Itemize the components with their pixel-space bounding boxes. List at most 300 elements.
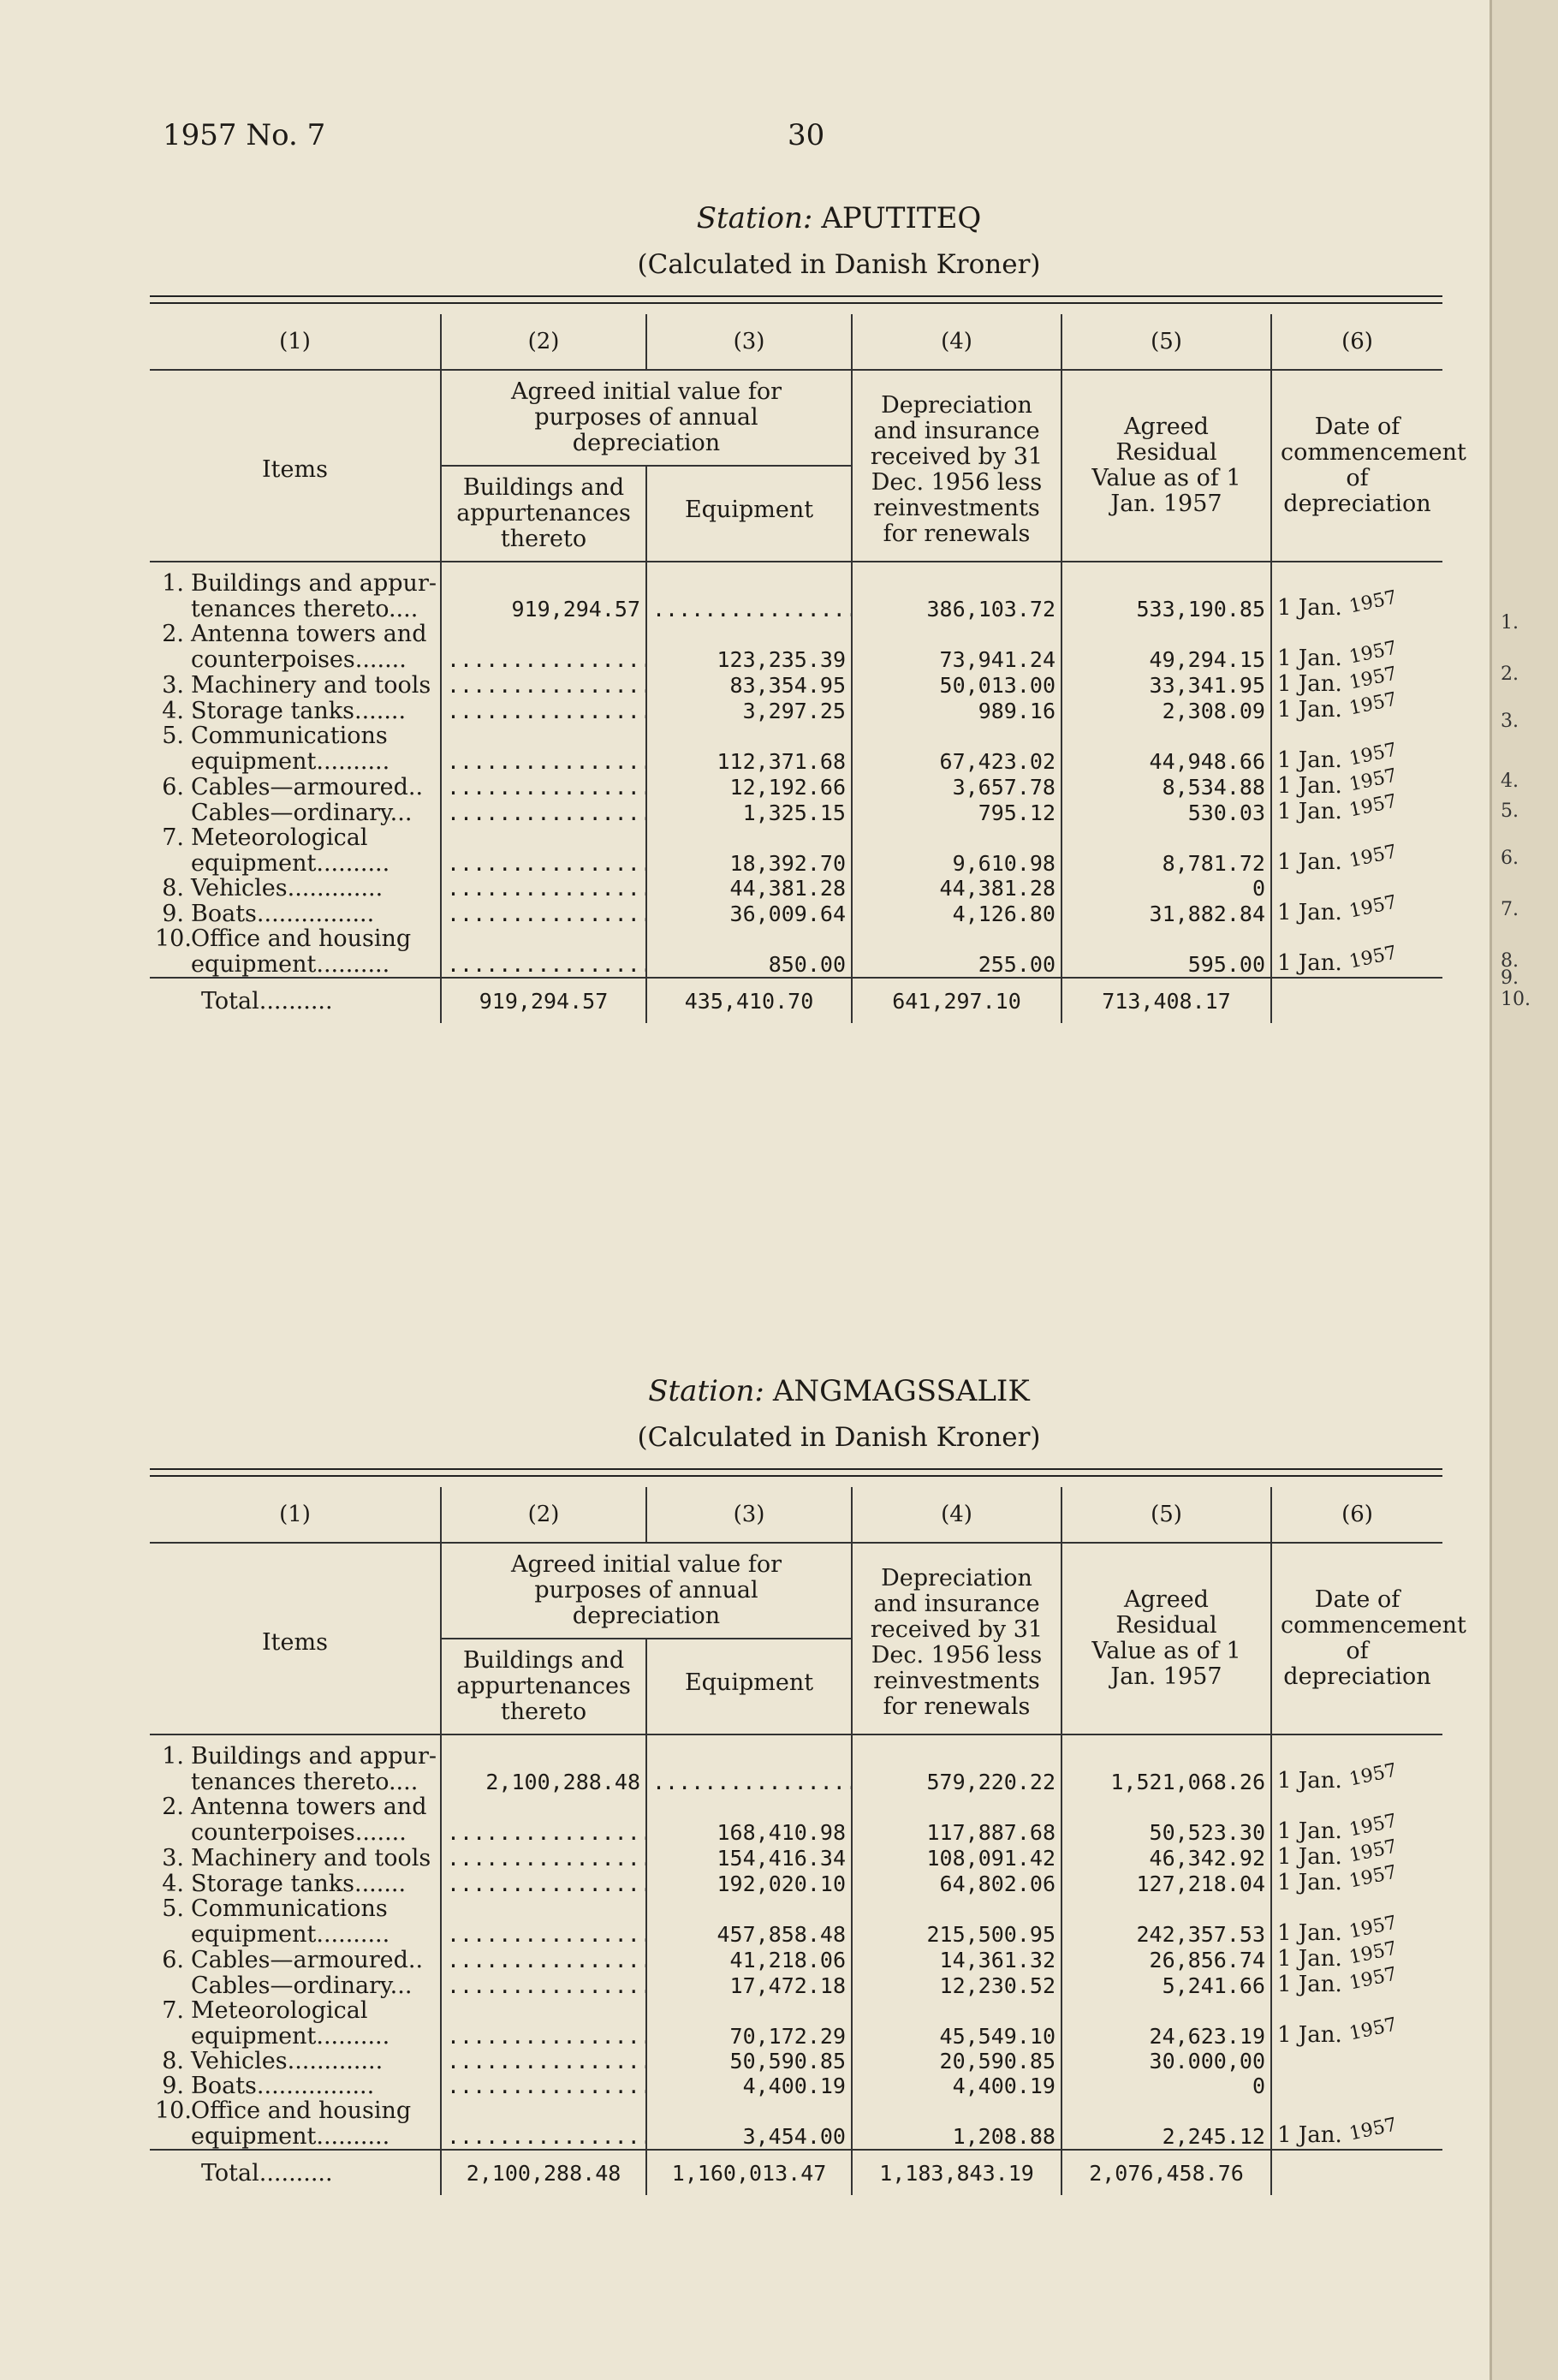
equipment-header: Equipment (646, 1639, 852, 1734)
table-row (150, 774, 1442, 800)
buildings-value-dotted (441, 800, 646, 825)
date-cell (1271, 765, 1442, 800)
equipment-value (646, 2098, 852, 2123)
station-title (235, 201, 1442, 235)
equipment-value (646, 825, 852, 850)
item-index: 9. (162, 2074, 184, 2098)
item-label: Machinery and tools (191, 672, 431, 698)
buildings-value-dotted (441, 2123, 646, 2150)
equipment-value: 168,410.98 (646, 1819, 852, 1845)
buildings-value (441, 1896, 646, 1921)
equipment-value-dotted (646, 1769, 852, 1794)
buildings-value-dotted (441, 2023, 646, 2049)
date-cell (1271, 790, 1442, 825)
buildings-value (441, 622, 646, 646)
date-value: 1 Jan. (1277, 646, 1350, 671)
items-header: Items (150, 370, 441, 562)
residual-value: 530.03 (1061, 800, 1271, 825)
date-value: 1 Jan. (1277, 671, 1350, 697)
residual-value (1061, 571, 1271, 596)
page-header (163, 118, 1447, 152)
item-cell (150, 951, 441, 978)
item-cell (150, 1794, 441, 1819)
date-cell (1271, 1912, 1442, 1947)
table-row (150, 723, 1442, 748)
date-cell (1271, 2074, 1442, 2098)
date-year: 1957 (1347, 841, 1400, 872)
buildings-value-dotted (441, 901, 646, 926)
item-label: Communications (191, 1896, 388, 1921)
item-index: 10. (155, 2098, 192, 2123)
item-index: 8. (162, 2049, 184, 2074)
table-row (150, 800, 1442, 825)
item-label: Meteorological (191, 825, 368, 850)
equipment-value (646, 1998, 852, 2023)
buildings-value-dotted (441, 850, 646, 876)
residual-value: 1,521,068.26 (1061, 1769, 1271, 1794)
residual-value: 242,357.53 (1061, 1921, 1271, 1947)
table-row (150, 876, 1442, 901)
table-row (150, 926, 1442, 951)
column-number: (4) (852, 314, 1061, 370)
date-value: 1 Jan. (1277, 1920, 1350, 1946)
table-row (150, 850, 1442, 876)
total-buildings: 919,294.57 (441, 978, 646, 1023)
residual-value (1061, 622, 1271, 646)
date-cell (1271, 942, 1442, 978)
table-row (150, 825, 1442, 850)
date-year: 1957 (1347, 739, 1400, 771)
equipment-value: 83,354.95 (646, 672, 852, 698)
column-number: (4) (852, 1487, 1061, 1543)
date-year: 1957 (1347, 663, 1400, 694)
residual-value: 2,245.12 (1061, 2123, 1271, 2150)
item-cell (150, 825, 441, 850)
column-number: (3) (646, 1487, 852, 1543)
station-subtitle: (Calculated in Danish Kroner) (637, 249, 1041, 280)
item-label: Antenna towers and (191, 1794, 427, 1819)
table-row (150, 1871, 1442, 1896)
residual-value: 533,190.85 (1061, 596, 1271, 622)
date-year: 1957 (1347, 891, 1400, 923)
residual-value (1061, 1744, 1271, 1769)
buildings-value (441, 723, 646, 748)
table-row (150, 698, 1442, 723)
item-label: Vehicles............. (191, 876, 384, 901)
date-value: 1 Jan. (1277, 1870, 1350, 1895)
column-number: (3) (646, 314, 852, 370)
date-value: 1 Jan. (1277, 1844, 1350, 1870)
buildings-value-dotted (441, 1921, 646, 1947)
total-residual: 2,076,458.76 (1061, 2150, 1271, 2195)
buildings-value-dotted (441, 876, 646, 901)
date-cell (1271, 1937, 1442, 1972)
residual-value: 49,294.15 (1061, 646, 1271, 672)
date-year: 1957 (1347, 765, 1400, 796)
item-label: Storage tanks....... (191, 1871, 407, 1896)
depreciation-value: 73,941.24 (852, 646, 1061, 672)
equipment-value-dotted (646, 596, 852, 622)
item-index: 4. (162, 698, 184, 723)
date-cell (1271, 2049, 1442, 2074)
page-number: 30 (788, 118, 825, 152)
depreciation-value: 20,590.85 (852, 2049, 1061, 2074)
date-cell (1271, 663, 1442, 698)
header-row (150, 1543, 1442, 1639)
date-value: 1 Jan. (1277, 1972, 1350, 1997)
date-value: 1 Jan. (1277, 747, 1350, 773)
station-name: APUTITEQ (821, 201, 982, 235)
item-index: 6. (162, 774, 184, 800)
depreciation-value (852, 2098, 1061, 2123)
equipment-value: 457,858.48 (646, 1921, 852, 1947)
item-cell (150, 2123, 441, 2150)
item-index: 7. (162, 825, 184, 850)
equipment-value: 154,416.34 (646, 1845, 852, 1871)
column-number: (2) (441, 1487, 646, 1543)
residual-value: 46,342.92 (1061, 1845, 1271, 1871)
date-year: 1957 (1347, 688, 1400, 720)
depreciation-value: 4,400.19 (852, 2074, 1061, 2098)
depreciation-value: 989.16 (852, 698, 1061, 723)
edge-page-mark: 10. (1501, 989, 1531, 1010)
date-header: Date of commencement of depreciation (1271, 370, 1442, 562)
station-label: Station: (696, 201, 813, 235)
equipment-value: 1,325.15 (646, 800, 852, 825)
depreciation-table (150, 314, 1466, 1023)
buildings-value-dotted (441, 1947, 646, 1972)
item-cell (150, 901, 441, 926)
table-row (150, 1921, 1442, 1947)
equipment-value (646, 571, 852, 596)
total-equipment: 435,410.70 (646, 978, 852, 1023)
edge-page-mark: 2. (1501, 663, 1519, 685)
residual-header: Agreed Residual Value as of 1 Jan. 1957 (1061, 370, 1271, 562)
date-value: 1 Jan. (1277, 2022, 1350, 2048)
date-value: 1 Jan. (1277, 1946, 1350, 1972)
table-row (150, 1845, 1442, 1871)
date-cell (1271, 688, 1442, 723)
depreciation-table (150, 1487, 1466, 2195)
buildings-value-dotted (441, 1845, 646, 1871)
edge-page-mark: 8. (1501, 950, 1519, 972)
item-cell (150, 571, 441, 596)
item-cell (150, 1744, 441, 1769)
item-label: Boats................ (191, 2074, 375, 2098)
item-label: Office and housing (191, 2098, 412, 2123)
residual-value (1061, 1998, 1271, 2023)
total-date (1271, 978, 1442, 1023)
depreciation-value (852, 723, 1061, 748)
equipment-value: 112,371.68 (646, 748, 852, 774)
equipment-value: 18,392.70 (646, 850, 852, 876)
total-label: Total.......... (150, 978, 441, 1023)
table-row (150, 951, 1442, 978)
date-value: 1 Jan. (1277, 2122, 1350, 2148)
item-index: 9. (162, 901, 184, 926)
buildings-value-dotted (441, 672, 646, 698)
equipment-value (646, 723, 852, 748)
depreciation-value: 3,657.78 (852, 774, 1061, 800)
edge-page-mark: 3. (1501, 711, 1519, 732)
column-number: (5) (1061, 314, 1271, 370)
item-index: 6. (162, 1947, 184, 1972)
table-row (150, 2074, 1442, 2098)
residual-value: 30.000,00 (1061, 2049, 1271, 2074)
item-cell (150, 698, 441, 723)
item-label: equipment.......... (191, 850, 390, 876)
item-index: 8. (162, 876, 184, 901)
residual-value (1061, 825, 1271, 850)
depreciation-value (852, 1896, 1061, 1921)
table-row (150, 1819, 1442, 1845)
depreciation-value: 579,220.22 (852, 1769, 1061, 1794)
item-cell (150, 1871, 441, 1896)
residual-value (1061, 723, 1271, 748)
table-row (150, 646, 1442, 672)
item-cell (150, 1921, 441, 1947)
edge-page-mark: 7. (1501, 899, 1519, 920)
buildings-value (441, 1744, 646, 1769)
depreciation-value: 64,802.06 (852, 1871, 1061, 1896)
item-label: Vehicles............. (191, 2049, 384, 2074)
residual-value: 0 (1061, 2074, 1271, 2098)
adjacent-page-edge (1490, 0, 1558, 2380)
table-row (150, 596, 1442, 622)
date-value: 1 Jan. (1277, 950, 1350, 976)
total-date (1271, 2150, 1442, 2195)
table-row (150, 2098, 1442, 2123)
date-year: 1957 (1347, 637, 1400, 669)
edge-page-mark: 1. (1501, 612, 1519, 634)
date-cell (1271, 841, 1442, 876)
equipment-value: 44,381.28 (646, 876, 852, 901)
column-number: (2) (441, 314, 646, 370)
item-label: equipment.......... (191, 951, 390, 978)
item-cell (150, 748, 441, 774)
date-year: 1957 (1347, 1912, 1400, 1943)
depreciation-value: 795.12 (852, 800, 1061, 825)
item-cell (150, 646, 441, 672)
buildings-value (441, 571, 646, 596)
edge-page-mark: 4. (1501, 771, 1519, 792)
depreciation-value: 215,500.95 (852, 1921, 1061, 1947)
date-year: 1957 (1347, 2014, 1400, 2045)
column-number-row (150, 1487, 1442, 1543)
date-cell (1271, 891, 1442, 926)
residual-value (1061, 2098, 1271, 2123)
total-row (150, 978, 1442, 1023)
date-year: 1957 (1347, 790, 1400, 822)
equipment-value: 3,454.00 (646, 2123, 852, 2150)
equipment-value: 192,020.10 (646, 1871, 852, 1896)
item-label: equipment.......... (191, 2123, 390, 2150)
station-label: Station: (648, 1374, 764, 1408)
item-index: 5. (162, 723, 184, 748)
date-year: 1957 (1347, 1759, 1400, 1791)
equipment-value: 850.00 (646, 951, 852, 978)
equipment-value: 41,218.06 (646, 1947, 852, 1972)
total-depreciation: 641,297.10 (852, 978, 1061, 1023)
header-row (150, 370, 1442, 466)
date-cell (1271, 2114, 1442, 2150)
depreciation-value: 117,887.68 (852, 1819, 1061, 1845)
depreciation-value (852, 1744, 1061, 1769)
table-row (150, 672, 1442, 698)
item-cell (150, 1947, 441, 1972)
agreed-initial-header: Agreed initial value for purposes of annual depreciation (441, 370, 852, 466)
item-cell (150, 850, 441, 876)
document-id: 1957 No. 7 (163, 118, 326, 152)
residual-value (1061, 1896, 1271, 1921)
item-index: 5. (162, 1896, 184, 1921)
edge-page-mark: 5. (1501, 800, 1519, 822)
item-cell (150, 2098, 441, 2123)
equipment-header: Equipment (646, 466, 852, 562)
item-cell (150, 672, 441, 698)
buildings-value-dotted (441, 1871, 646, 1896)
buildings-value-dotted (441, 1972, 646, 1998)
buildings-header: Buildings and appurtenances thereto (441, 466, 646, 562)
column-number: (5) (1061, 1487, 1271, 1543)
table-row (150, 1998, 1442, 2023)
residual-value (1061, 1794, 1271, 1819)
item-cell (150, 800, 441, 825)
date-year: 1957 (1347, 1836, 1400, 1867)
table-row (150, 2123, 1442, 2150)
item-cell (150, 596, 441, 622)
equipment-value: 4,400.19 (646, 2074, 852, 2098)
date-value: 1 Jan. (1277, 595, 1350, 621)
table-row (150, 622, 1442, 646)
item-label: Cables—ordinary... (191, 800, 413, 825)
date-cell (1271, 739, 1442, 774)
buildings-value (441, 1794, 646, 1819)
buildings-value-dotted (441, 2049, 646, 2074)
residual-value: 2,308.09 (1061, 698, 1271, 723)
item-label: tenances thereto.... (191, 596, 419, 622)
item-label: counterpoises....... (191, 646, 407, 672)
item-label: equipment.......... (191, 1921, 390, 1947)
column-number: (6) (1271, 314, 1442, 370)
item-cell (150, 1972, 441, 1998)
depreciation-header: Depreciation and insurance received by 31 Dec. 1956 less reinvestments for renewals (852, 1543, 1061, 1734)
residual-value: 8,534.88 (1061, 774, 1271, 800)
item-cell (150, 926, 441, 951)
table-row (150, 1794, 1442, 1819)
item-index: 10. (155, 926, 192, 951)
buildings-value (441, 2098, 646, 2123)
buildings-value: 2,100,288.48 (441, 1769, 646, 1794)
depreciation-value: 255.00 (852, 951, 1061, 978)
buildings-value-dotted (441, 1819, 646, 1845)
residual-value: 26,856.74 (1061, 1947, 1271, 1972)
depreciation-value (852, 825, 1061, 850)
depreciation-value (852, 571, 1061, 596)
date-year: 1957 (1347, 1963, 1400, 1995)
depreciation-value (852, 1794, 1061, 1819)
buildings-header: Buildings and appurtenances thereto (441, 1639, 646, 1734)
item-label: Cables—armoured.. (191, 1947, 424, 1972)
agreed-initial-header: Agreed initial value for purposes of annual depreciation (441, 1543, 852, 1639)
item-label: Boats................ (191, 901, 375, 926)
total-residual: 713,408.17 (1061, 978, 1271, 1023)
item-cell (150, 876, 441, 901)
equipment-value: 17,472.18 (646, 1972, 852, 1998)
station-subtitle: (Calculated in Danish Kroner) (637, 1422, 1041, 1453)
residual-value: 31,882.84 (1061, 901, 1271, 926)
depreciation-value: 50,013.00 (852, 672, 1061, 698)
column-number: (6) (1271, 1487, 1442, 1543)
table-row (150, 748, 1442, 774)
item-label: Storage tanks....... (191, 698, 407, 723)
depreciation-header: Depreciation and insurance received by 31 Dec. 1956 less reinvestments for renewals (852, 370, 1061, 562)
table-row (150, 1896, 1442, 1921)
equipment-value: 12,192.66 (646, 774, 852, 800)
date-year: 1957 (1347, 2114, 1400, 2145)
depreciation-value: 386,103.72 (852, 596, 1061, 622)
item-label: counterpoises....... (191, 1819, 407, 1845)
equipment-value (646, 1896, 852, 1921)
residual-value: 127,218.04 (1061, 1871, 1271, 1896)
residual-value: 50,523.30 (1061, 1819, 1271, 1845)
items-header: Items (150, 1543, 441, 1734)
depreciation-value: 14,361.32 (852, 1947, 1061, 1972)
item-cell (150, 1845, 441, 1871)
item-label: tenances thereto.... (191, 1769, 419, 1794)
item-label: Office and housing (191, 926, 412, 951)
item-index: 2. (162, 622, 184, 646)
buildings-value-dotted (441, 646, 646, 672)
item-cell (150, 723, 441, 748)
depreciation-value: 67,423.02 (852, 748, 1061, 774)
column-number-row (150, 314, 1442, 370)
item-cell (150, 2074, 441, 2098)
date-value: 1 Jan. (1277, 900, 1350, 925)
residual-value: 33,341.95 (1061, 672, 1271, 698)
table-row (150, 2049, 1442, 2074)
item-label: Cables—armoured.. (191, 774, 424, 800)
table-row (150, 2023, 1442, 2049)
item-label: Buildings and appur- (191, 1744, 437, 1769)
residual-value: 24,623.19 (1061, 2023, 1271, 2049)
station-block (150, 1374, 1466, 2195)
item-index: 3. (162, 672, 184, 698)
item-index: 7. (162, 1998, 184, 2023)
buildings-value-dotted (441, 951, 646, 978)
total-row (150, 2150, 1442, 2195)
item-cell (150, 1819, 441, 1845)
depreciation-value: 9,610.98 (852, 850, 1061, 876)
depreciation-value: 12,230.52 (852, 1972, 1061, 1998)
buildings-value-dotted (441, 774, 646, 800)
station-title (235, 1374, 1442, 1408)
date-header: Date of commencement of depreciation (1271, 1543, 1442, 1734)
table-row (150, 901, 1442, 926)
table-row (150, 571, 1442, 596)
item-label: equipment.......... (191, 2023, 390, 2049)
equipment-value: 123,235.39 (646, 646, 852, 672)
residual-value (1061, 926, 1271, 951)
column-number: (1) (150, 1487, 441, 1543)
item-label: Buildings and appur- (191, 571, 437, 596)
residual-value: 0 (1061, 876, 1271, 901)
item-index: 1. (162, 571, 184, 596)
equipment-value (646, 622, 852, 646)
item-index: 3. (162, 1845, 184, 1871)
item-label: equipment.......... (191, 748, 390, 774)
buildings-value (441, 1998, 646, 2023)
